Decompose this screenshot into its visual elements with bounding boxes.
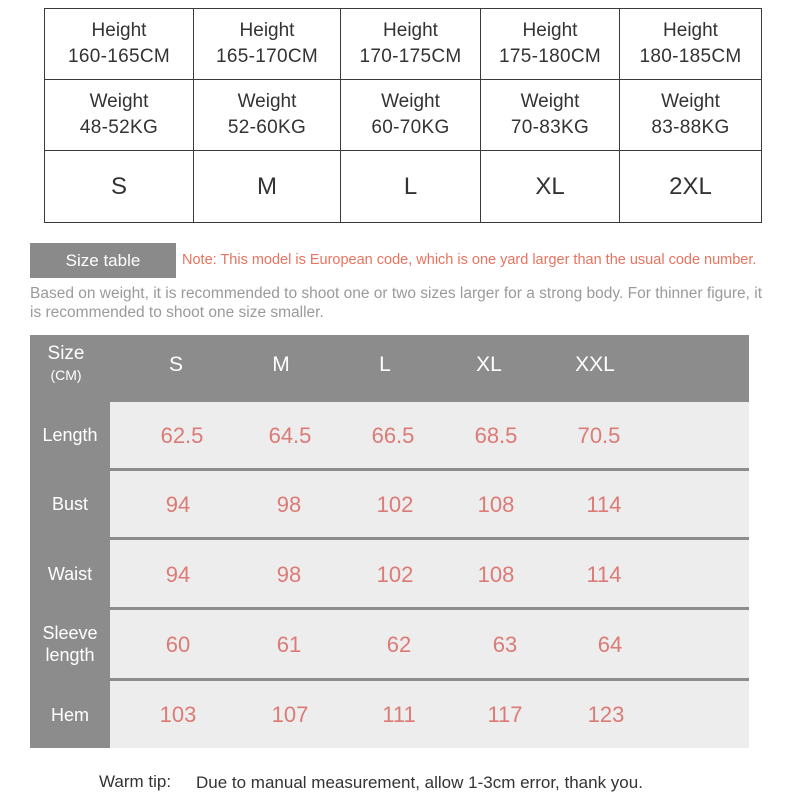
- measurement-value: 70.5: [577, 423, 621, 448]
- measurement-value: 114: [586, 492, 622, 517]
- measurement-value: 62.5: [160, 423, 204, 448]
- measurement-value: 117: [487, 702, 523, 727]
- measurement-value: 66.5: [371, 423, 415, 448]
- measurement-value: 108: [477, 492, 515, 517]
- row-label: Sleeve length: [42, 623, 98, 665]
- row-label: Bust: [51, 494, 89, 514]
- height-row: [45, 9, 762, 80]
- size-cell: XL: [481, 151, 620, 223]
- weight-cell: Weight 60-70KG: [341, 80, 481, 151]
- measurement-value: 111: [382, 702, 416, 727]
- measurement-value: 68.5: [474, 423, 518, 448]
- measurement-value: 98: [276, 562, 302, 587]
- weight-cell: Weight 48-52KG: [45, 80, 194, 151]
- table-row: [30, 610, 749, 678]
- weight-row: [45, 80, 762, 151]
- size-cell: 2XL: [620, 151, 762, 223]
- weight-cell: Weight 83-88KG: [620, 80, 762, 151]
- measurement-value: 94: [165, 562, 191, 587]
- measurement-value: 64.5: [268, 423, 312, 448]
- table-row: [30, 402, 749, 468]
- size-cell: L: [341, 151, 481, 223]
- measurement-value: 103: [159, 702, 197, 727]
- size-recommendation: Based on weight, it is recommended to shoot one or two sizes larger for a strong body. For thinner figure, it is recommended to shoot one size smaller.: [30, 285, 763, 321]
- measurement-header: [30, 335, 749, 402]
- measurement-value: 102: [376, 492, 414, 517]
- size-column-header: XL: [476, 353, 502, 376]
- height-cell: Height 170-175CM: [341, 9, 481, 80]
- measurement-value: 60: [165, 632, 191, 657]
- measurement-value: 94: [165, 492, 191, 517]
- measurement-value: 63: [492, 632, 518, 657]
- measurement-value: 61: [276, 632, 302, 657]
- height-cell: Height 160-165CM: [45, 9, 194, 80]
- size-row: [45, 151, 762, 223]
- measurement-value: 62: [386, 632, 412, 657]
- table-row: [30, 471, 749, 537]
- size-cell: S: [45, 151, 194, 223]
- size-column-header: M: [272, 353, 290, 376]
- size-cell: M: [194, 151, 341, 223]
- height-cell: Height 175-180CM: [481, 9, 620, 80]
- height-weight-size-table: [44, 8, 762, 223]
- table-row: [30, 681, 749, 748]
- measurement-value: 123: [587, 702, 625, 727]
- row-label: Length: [42, 425, 98, 445]
- measurement-value: 102: [376, 562, 414, 587]
- height-cell: Height 165-170CM: [194, 9, 341, 80]
- measurement-value: 98: [276, 492, 302, 517]
- size-table-label: Size table: [30, 243, 176, 278]
- european-size-note: Note: This model is European code, which is one yard larger than the usual code number.: [182, 252, 757, 268]
- measurement-value: 107: [271, 702, 309, 727]
- size-unit-header: Size (CM): [47, 343, 85, 383]
- size-column-header: XXL: [575, 353, 615, 376]
- height-cell: Height 180-185CM: [620, 9, 762, 80]
- row-label: Hem: [50, 704, 89, 725]
- measurement-value: 108: [477, 562, 515, 587]
- size-column-header: L: [379, 353, 391, 376]
- measurement-table: [30, 335, 749, 748]
- table-row: [30, 540, 749, 607]
- measurement-value: 64: [597, 632, 623, 657]
- row-label: Waist: [47, 563, 93, 584]
- weight-cell: Weight 70-83KG: [481, 80, 620, 151]
- measurement-body: [30, 402, 749, 748]
- weight-cell: Weight 52-60KG: [194, 80, 341, 151]
- warm-tip-text: Due to manual measurement, allow 1-3cm error, thank you.: [196, 773, 643, 792]
- size-column-header: S: [168, 353, 183, 376]
- warm-tip-label: Warm tip:: [99, 772, 172, 791]
- measurement-value: 114: [586, 562, 622, 587]
